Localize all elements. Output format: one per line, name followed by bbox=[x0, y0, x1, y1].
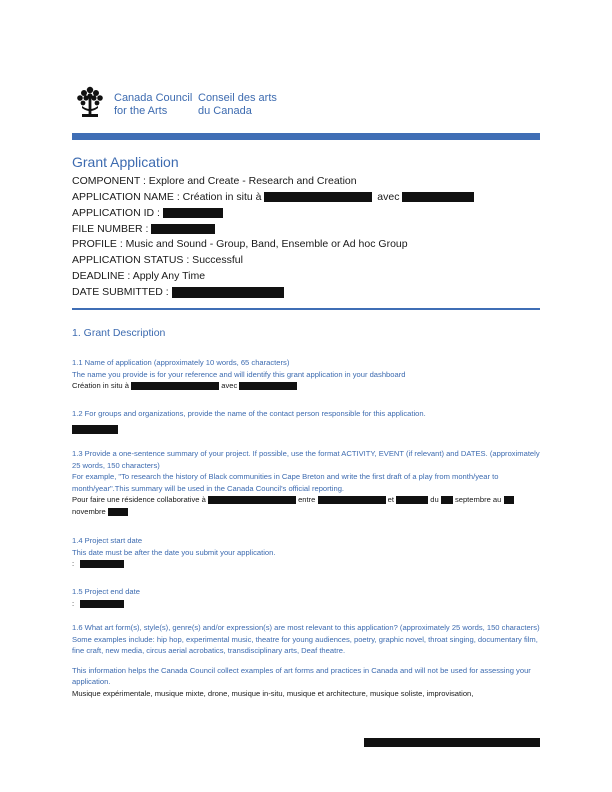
answer-part: et bbox=[387, 495, 394, 504]
question-1-3 bbox=[72, 448, 542, 517]
question-help: The name you provide is for your reference and will identify this grant application in your dashboard bbox=[72, 369, 406, 379]
redaction-block bbox=[80, 600, 124, 608]
redaction-block bbox=[163, 208, 223, 218]
answer-mid: avec bbox=[221, 381, 238, 390]
redaction-block bbox=[396, 496, 428, 504]
application-name-mid: avec bbox=[377, 191, 400, 203]
redaction-block bbox=[80, 560, 124, 568]
answer-part: septembre au bbox=[454, 495, 502, 504]
redaction-block bbox=[131, 382, 219, 390]
question-1-2 bbox=[72, 408, 542, 435]
answer-part: novembre bbox=[72, 506, 106, 516]
section-divider bbox=[72, 308, 540, 310]
question-1-1 bbox=[72, 357, 542, 392]
redaction-block bbox=[151, 224, 215, 234]
answer-part: Pour faire une résidence collaborative à bbox=[72, 495, 206, 504]
application-id-label: APPLICATION ID : bbox=[72, 207, 160, 219]
profile-line: PROFILE : Music and Sound - Group, Band, Ensemble or Ad hoc Group bbox=[72, 238, 408, 250]
question-label: 1.3 Provide a one-sentence summary of your project. If possible, use the format ACTIVITY, EVENT (if relevant) and DATES. (approximately 25 words, 150 characters) bbox=[72, 449, 540, 470]
logo-fr-line1: Conseil des arts bbox=[198, 92, 277, 104]
answer-part: du bbox=[430, 495, 439, 504]
question-label: 1.6 What art form(s), style(s), genre(s) and/or expression(s) are most relevant to this application? (approximately 25 words, 150 characters) bbox=[72, 623, 540, 632]
date-submitted-label: DATE SUBMITTED : bbox=[72, 286, 169, 298]
deadline-line: DEADLINE : Apply Any Time bbox=[72, 270, 206, 282]
application-id-line bbox=[72, 207, 223, 219]
question-answer bbox=[72, 598, 542, 610]
application-name-prefix: APPLICATION NAME : Création in situ à bbox=[72, 191, 262, 203]
file-number-label: FILE NUMBER : bbox=[72, 223, 149, 235]
question-help: Some examples include: hip hop, experimental music, theatre for young audiences, poetry, graphic novel, throat singing, documentary film, fine craft, new media, circus aerial acrobatics, transdisciplinary arts, Deaf theatre. bbox=[72, 634, 538, 655]
page-title: Grant Application bbox=[72, 154, 179, 170]
logo-text-english bbox=[114, 92, 192, 118]
question-answer bbox=[72, 558, 542, 570]
answer-prefix: : bbox=[72, 559, 75, 568]
question-1-6 bbox=[72, 622, 542, 699]
answer-part: entre bbox=[298, 495, 316, 504]
question-1-4 bbox=[72, 535, 542, 570]
question-help: This date must be after the date you submit your application. bbox=[72, 547, 276, 557]
question-label: 1.4 Project start date bbox=[72, 536, 143, 545]
logo-fr-line2: du Canada bbox=[198, 105, 252, 117]
question-label: 1.1 Name of application (approximately 10 words, 65 characters) bbox=[72, 358, 290, 367]
redaction-block bbox=[208, 496, 296, 504]
component-line: COMPONENT : Explore and Create - Research and Creation bbox=[72, 175, 357, 187]
header-divider bbox=[72, 133, 540, 140]
redaction-block bbox=[441, 496, 453, 504]
redaction-block bbox=[172, 287, 284, 298]
question-help: For example, "To research the history of Black communities in Cape Breton and write the first draft of a play from month/year to month/year".This summary will be used in the Canada Council's official reporting. bbox=[72, 472, 499, 493]
canada-council-logo-icon bbox=[74, 84, 106, 122]
question-answer bbox=[72, 494, 542, 517]
section-heading: 1. Grant Description bbox=[72, 327, 166, 339]
answer-prefix: Création in situ à bbox=[72, 381, 129, 390]
file-number-line bbox=[72, 223, 215, 235]
redaction-block bbox=[318, 496, 386, 504]
redaction-block bbox=[108, 508, 128, 516]
question-label: 1.2 For groups and organizations, provide the name of the contact person responsible for this application. bbox=[72, 409, 426, 418]
question-help-2: This information helps the Canada Council collect examples of art forms and practices in Canada and will not be used for assessing your application. bbox=[72, 665, 531, 686]
logo-text-french bbox=[198, 92, 277, 118]
redaction-block bbox=[239, 382, 297, 390]
answer-prefix: : bbox=[72, 598, 75, 608]
redaction-block bbox=[402, 192, 474, 202]
status-line: APPLICATION STATUS : Successful bbox=[72, 254, 243, 266]
date-submitted-line bbox=[72, 286, 284, 298]
logo-en-line1: Canada Council bbox=[114, 92, 193, 104]
redaction-block bbox=[504, 496, 514, 504]
redaction-block bbox=[264, 192, 372, 202]
application-name-line bbox=[72, 191, 474, 203]
question-label: 1.5 Project end date bbox=[72, 587, 140, 596]
redaction-block bbox=[72, 425, 118, 434]
question-answer: Musique expérimentale, musique mixte, drone, musique in-situ, musique et architecture, musique soliste, improvisation, bbox=[72, 688, 474, 698]
redaction-block bbox=[364, 738, 540, 747]
question-answer bbox=[72, 380, 542, 392]
logo-en-line2: for the Arts bbox=[114, 105, 168, 117]
question-1-5 bbox=[72, 586, 542, 609]
